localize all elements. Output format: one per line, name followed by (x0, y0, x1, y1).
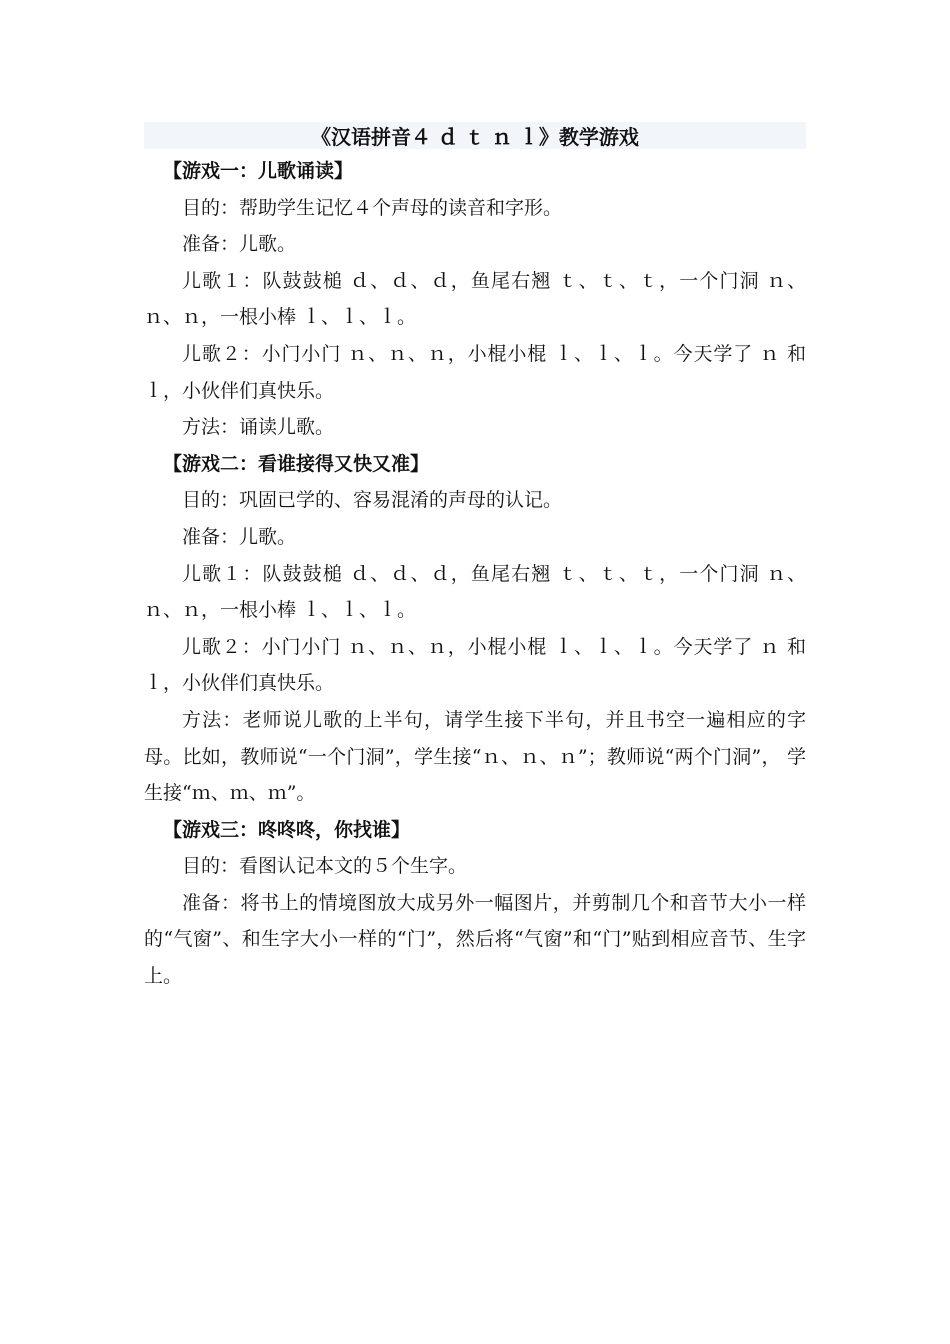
game1-prep: 准备：儿歌。 (182, 233, 297, 256)
document-page (144, 122, 813, 995)
game3-prep: 准备：将书上的情境图放大成另外一幅图片，并剪制几个和音节大小一样的“气窗”、和生字大小一样的“门”，然后将“气窗”和“门”贴到相应音节、生字上。 (144, 891, 806, 988)
game1-heading: 【游戏一：儿歌诵读】 (163, 160, 354, 182)
document-title: 《汉语拼音４ ｄ ｔ ｎ ｌ》教学游戏 (144, 122, 806, 149)
game1-method: 方法：诵读儿歌。 (182, 416, 335, 439)
game1-purpose: 目的：帮助学生记忆４个声母的读音和字形。 (182, 196, 563, 219)
game1-song1: 儿歌１：队鼓鼓槌 ｄ、ｄ、ｄ，鱼尾右翘 ｔ、ｔ、ｔ，一个门洞 ｎ、ｎ、ｎ，一根小棒 ｌ、ｌ、ｌ。 (144, 269, 806, 329)
game2-method: 方法：老师说儿歌的上半句，请学生接下半句，并且书空一遍相应的字母。比如，教师说“一个门洞”，学生接“ｎ、ｎ、ｎ”；教师说“两个门洞”， 学生接“ｍ、ｍ、ｍ”。 (144, 708, 806, 805)
game2-prep: 准备：儿歌。 (182, 525, 297, 548)
game3-purpose: 目的：看图认记本文的５个生字。 (182, 855, 468, 878)
game2-heading: 【游戏二：看谁接得又快又准】 (163, 452, 430, 475)
game3-heading: 【游戏三：咚咚咚，你找谁】 (163, 818, 411, 841)
game2-song1: 儿歌１：队鼓鼓槌 ｄ、ｄ、ｄ，鱼尾右翘 ｔ、ｔ、ｔ，一个门洞 ｎ、ｎ、ｎ，一根小棒 ｌ、ｌ、ｌ。 (144, 562, 806, 622)
game2-song2: 儿歌２：小门小门 ｎ、ｎ、ｎ，小棍小棍 ｌ、ｌ、ｌ。今天学了 ｎ 和 ｌ，小伙伴们真快乐。 (144, 635, 813, 695)
game1-song2: 儿歌２：小门小门 ｎ、ｎ、ｎ，小棍小棍 ｌ、ｌ、ｌ。今天学了 ｎ 和 ｌ，小伙伴们真快乐。 (144, 342, 813, 402)
game2-purpose: 目的：巩固已学的、容易混淆的声母的认记。 (182, 489, 563, 512)
